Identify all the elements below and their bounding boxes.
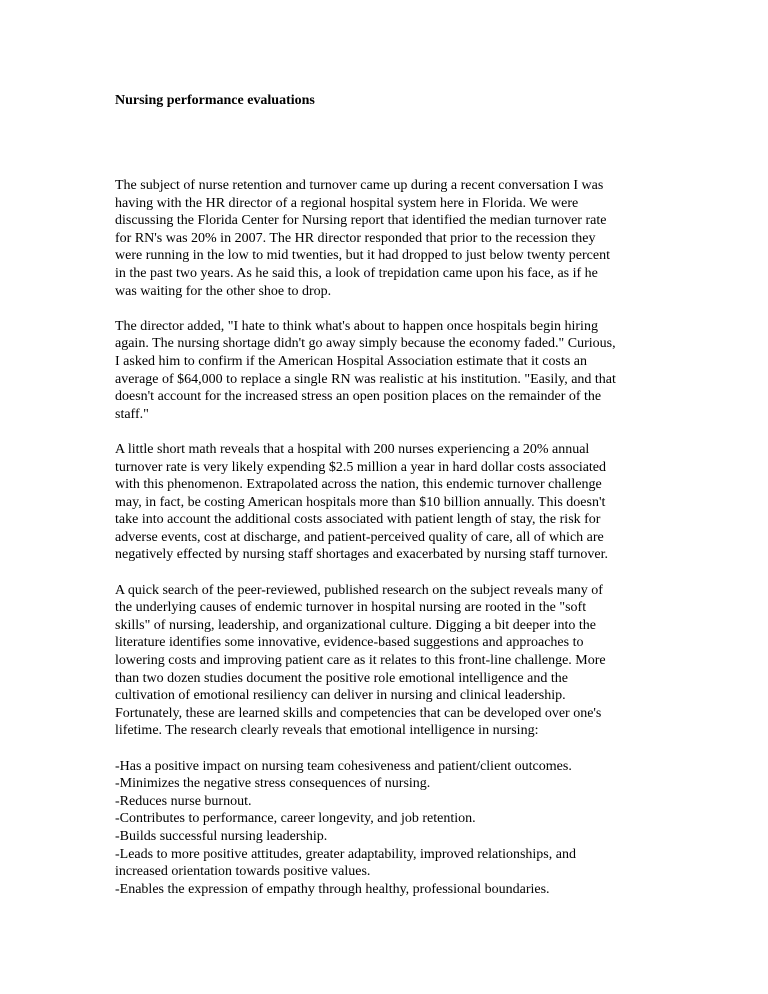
text-line: with this phenomenon. Extrapolated across the nation, this endemic turnover challenge bbox=[115, 477, 602, 493]
list-item: -Has a positive impact on nursing team cohesiveness and patient/client outcomes. bbox=[115, 758, 572, 774]
text-line: I asked him to confirm if the American Hospital Association estimate that it costs an bbox=[115, 353, 588, 369]
text-line: adverse events, cost at discharge, and patient-perceived quality of care, all of which are bbox=[115, 529, 604, 545]
list-item-continuation: increased orientation towards positive values. bbox=[115, 864, 371, 880]
text-line: take into account the additional costs associated with patient length of stay, the risk for bbox=[115, 512, 601, 528]
paragraph-director-quote bbox=[115, 318, 675, 424]
list-item: -Leads to more positive attitudes, greater adaptability, improved relationships, and bbox=[115, 846, 576, 862]
text-line: skills" of nursing, leadership, and organizational culture. Digging a bit deeper into the bbox=[115, 617, 596, 633]
list-item: -Builds successful nursing leadership. bbox=[115, 828, 328, 844]
text-line: doesn't account for the increased stress an open position places on the remainder of the bbox=[115, 389, 602, 405]
text-line: discussing the Florida Center for Nursing report that identified the median turnover rate bbox=[115, 213, 607, 229]
list-item: -Enables the expression of empathy through healthy, professional boundaries. bbox=[115, 881, 550, 897]
paragraph-cost-math bbox=[115, 441, 675, 564]
text-line: lifetime. The research clearly reveals that emotional intelligence in nursing: bbox=[115, 723, 539, 739]
text-line: negatively effected by nursing staff shortages and exacerbated by nursing staff turnover. bbox=[115, 547, 608, 563]
text-line: The director added, "I hate to think what's about to happen once hospitals begin hiring bbox=[115, 318, 598, 334]
paragraph-research bbox=[115, 582, 675, 740]
text-line: than two dozen studies document the positive role emotional intelligence and the bbox=[115, 670, 568, 686]
paragraph-retention-intro bbox=[115, 177, 675, 300]
text-line: in the past two years. As he said this, a look of trepidation came upon his face, as if he bbox=[115, 265, 598, 281]
text-line: for RN's was 20% in 2007. The HR director responded that prior to the recession they bbox=[115, 230, 596, 246]
text-line: average of $64,000 to replace a single RN was realistic at his institution. "Easily, and that bbox=[115, 371, 616, 387]
text-line: The subject of nurse retention and turnover came up during a recent conversation I was bbox=[115, 178, 604, 193]
document-title: Nursing performance evaluations bbox=[115, 93, 315, 108]
text-line: was waiting for the other shoe to drop. bbox=[115, 283, 332, 299]
list-item: -Contributes to performance, career longevity, and job retention. bbox=[115, 811, 476, 827]
document-body bbox=[115, 177, 675, 916]
text-line: A quick search of the peer-reviewed, published research on the subject reveals many of bbox=[115, 582, 603, 598]
text-line: staff." bbox=[115, 406, 149, 422]
text-line: may, in fact, be costing American hospitals more than $10 billion annually. This doesn't bbox=[115, 494, 606, 510]
text-line: A little short math reveals that a hospital with 200 nurses experiencing a 20% annual bbox=[115, 441, 590, 457]
text-line: having with the HR director of a regional hospital system here in Florida. We were bbox=[115, 195, 579, 211]
text-line: turnover rate is very likely expending $2.5 million a year in hard dollar costs associated bbox=[115, 459, 607, 475]
text-line: cultivation of emotional resiliency can deliver in nursing and clinical leadership. bbox=[115, 688, 566, 704]
text-line: the underlying causes of endemic turnover in hospital nursing are rooted in the "soft bbox=[115, 600, 587, 616]
list-item: -Minimizes the negative stress consequences of nursing. bbox=[115, 776, 431, 792]
text-line: were running in the low to mid twenties, but it had dropped to just below twenty percent bbox=[115, 248, 610, 264]
text-line: lowering costs and improving patient care as it relates to this front-line challenge. More bbox=[115, 653, 606, 669]
emotional-intelligence-list bbox=[115, 758, 675, 899]
text-line: literature identifies some innovative, evidence-based suggestions and approaches to bbox=[115, 635, 584, 651]
text-line: again. The nursing shortage didn't go away simply because the economy faded." Curious, bbox=[115, 336, 616, 352]
text-line: Fortunately, these are learned skills and competencies that can be developed over one's bbox=[115, 705, 602, 721]
list-item: -Reduces nurse burnout. bbox=[115, 793, 252, 809]
